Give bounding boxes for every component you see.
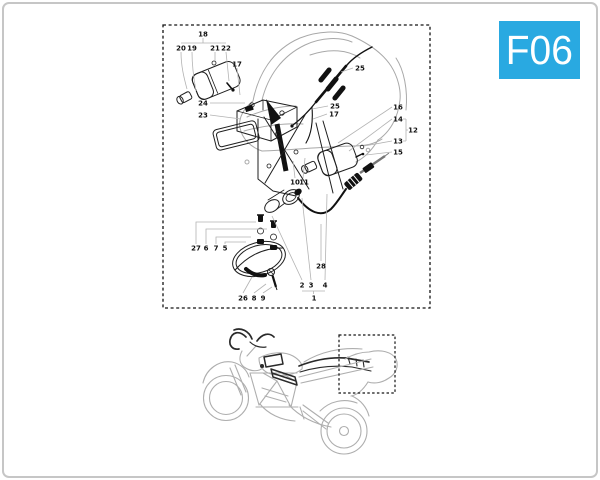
exploded-view-dashed-border	[163, 25, 430, 308]
part-number-8: 8	[251, 294, 257, 303]
part-number-12: 12	[408, 126, 418, 135]
part-number-18: 18	[198, 30, 208, 39]
part-number-22: 22	[221, 44, 231, 53]
part-number-labels	[176, 31, 418, 303]
part-number-23: 23	[198, 111, 208, 120]
part-number-27: 27	[191, 244, 201, 253]
part-number-11: 11	[299, 178, 309, 187]
part-number-21: 21	[210, 44, 220, 53]
part-number-25: 25	[355, 64, 365, 73]
part-number-26: 26	[238, 294, 248, 303]
washer-icon	[212, 61, 216, 65]
screw-icon	[227, 83, 232, 89]
part-number-24: 24	[198, 99, 208, 108]
part-number-15: 15	[393, 148, 403, 157]
part-number-16: 16	[393, 103, 403, 112]
part-number-2: 2	[299, 281, 305, 290]
part-number-9: 9	[260, 294, 266, 303]
part-number-20: 20	[176, 44, 186, 53]
bulb-icon	[300, 161, 317, 175]
motorcycle-side-view	[203, 329, 397, 454]
part-number-19: 19	[187, 44, 197, 53]
part-number-5: 5	[222, 244, 228, 253]
part-number-25: 25	[330, 102, 340, 111]
screw-icon	[356, 154, 362, 157]
part-number-4: 4	[322, 281, 328, 290]
part-number-17: 17	[232, 60, 242, 69]
part-number-14: 14	[393, 115, 403, 124]
part-number-10: 10	[290, 178, 300, 187]
part-number-6: 6	[203, 244, 209, 253]
part-number-1: 1	[311, 294, 317, 303]
part-number-28: 28	[316, 262, 326, 271]
bulb-icon	[176, 91, 193, 105]
part-number-3: 3	[308, 281, 314, 290]
part-number-17: 17	[329, 110, 339, 119]
part-number-13: 13	[393, 137, 403, 146]
fairing-outline	[240, 32, 407, 164]
part-number-7: 7	[213, 244, 219, 253]
page-code-text: F06	[505, 26, 574, 73]
